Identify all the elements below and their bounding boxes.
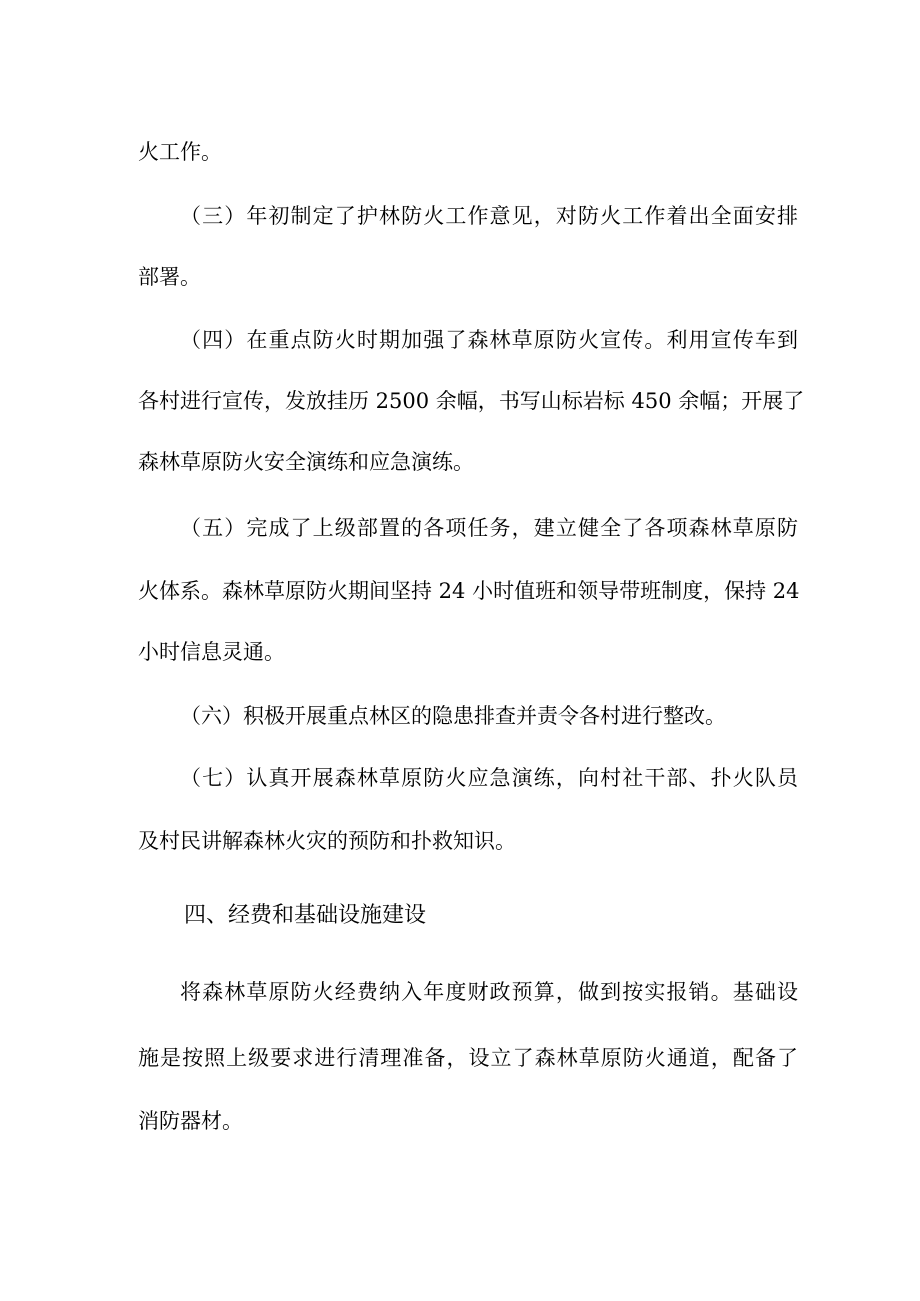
paragraph-line: （三）年初制定了护林防火工作意见，对防火工作着出全面安排	[180, 204, 798, 228]
paragraph-line: 将森林草原防火经费纳入年度财政预算，做到按实报销。基础设	[180, 980, 798, 1004]
paragraph-line: 小时信息灵通。	[138, 640, 285, 664]
paragraph-line: 部署。	[138, 265, 201, 289]
paragraph-line: 火体系。森林草原防火期间坚持 24 小时值班和领导带班制度，保持 24	[138, 579, 800, 603]
paragraph-line: 施是按照上级要求进行清理准备，设立了森林草原防火通道，配备了	[138, 1046, 798, 1070]
paragraph-line: 各村进行宣传，发放挂历 2500 余幅，书写山标岩标 450 余幅；开展了	[138, 389, 805, 413]
paragraph-line: （七）认真开展森林草原防火应急演练，向村社干部、扑火队员	[180, 766, 798, 790]
paragraph-line: 及村民讲解森林火灾的预防和扑救知识。	[138, 829, 516, 853]
paragraph-line: 消防器材。	[138, 1109, 243, 1133]
paragraph-line: （五）完成了上级部置的各项任务，建立健全了各项森林草原防	[180, 516, 798, 540]
paragraph-line: 火工作。	[138, 140, 222, 164]
paragraph-line: （四）在重点防火时期加强了森林草原防火宣传。利用宣传车到	[180, 328, 798, 352]
paragraph-line: （六）积极开展重点林区的隐患排查并责令各村进行整改。	[180, 704, 726, 728]
section-heading: 四、经费和基础设施建设	[184, 903, 427, 928]
paragraph-line: 森林草原防火安全演练和应急演练。	[138, 450, 474, 474]
